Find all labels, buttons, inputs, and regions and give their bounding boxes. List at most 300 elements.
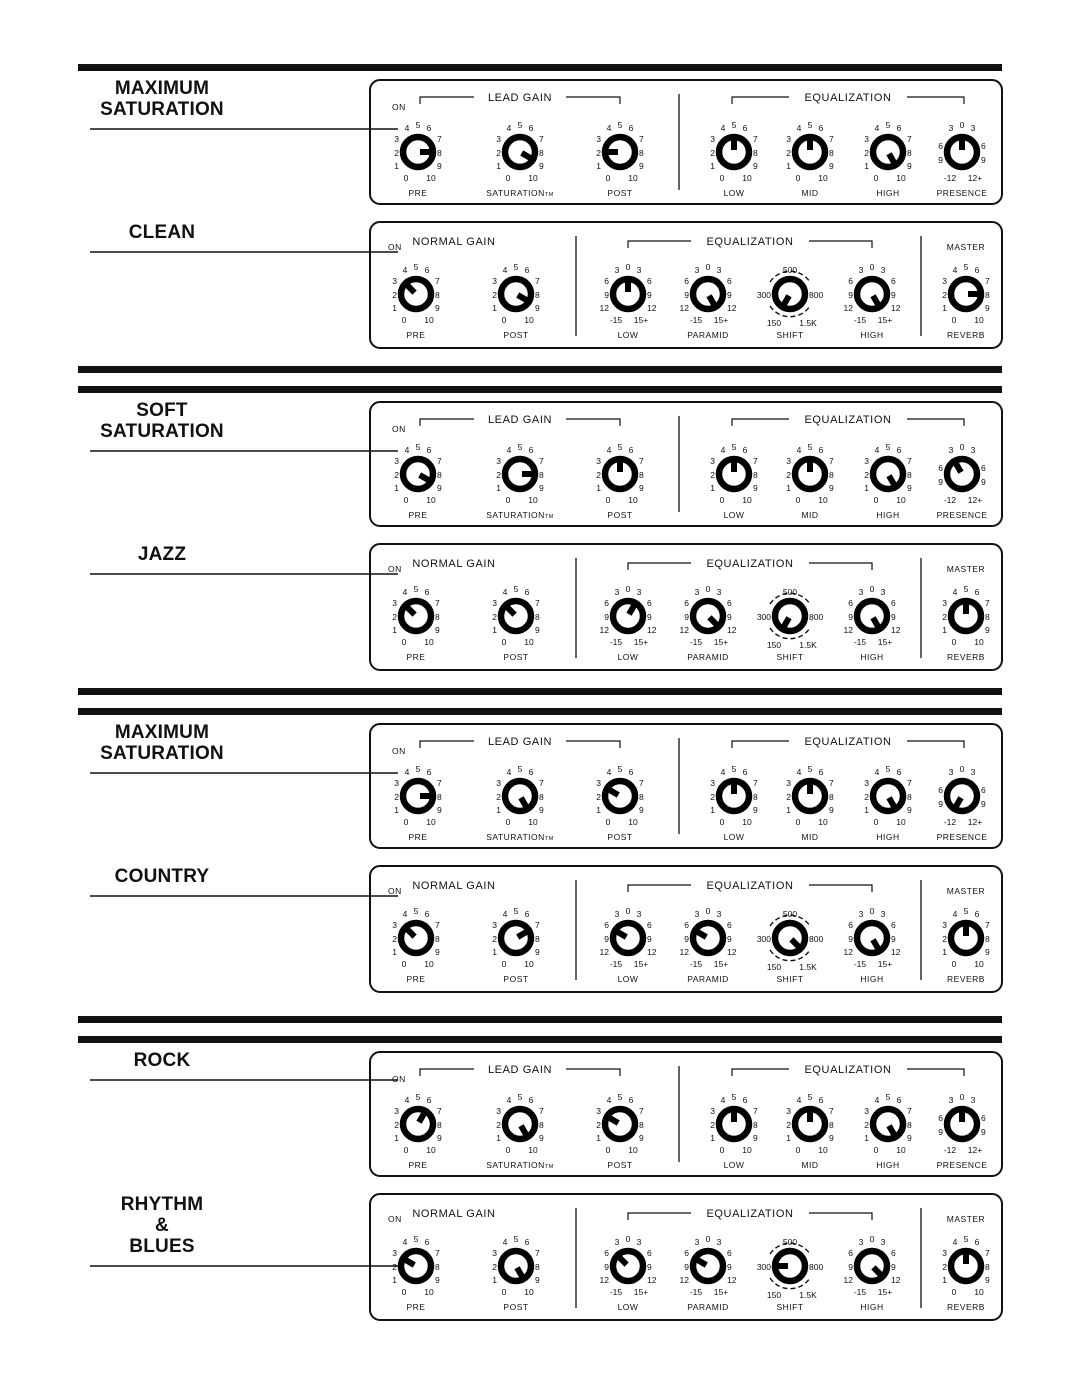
scale-tick-label: 0	[873, 1145, 879, 1155]
scale-tick-label: 5	[517, 764, 523, 774]
scale-tick-label: 10	[528, 173, 538, 183]
scale-tick-label: 5	[517, 120, 523, 130]
reverb-knob[interactable]	[951, 1248, 981, 1281]
scale-tick-label: 6	[524, 587, 530, 597]
scale-tick-label: -15	[689, 1287, 703, 1297]
pre-label: PRE	[408, 510, 428, 520]
scale-tick-label: 3	[970, 445, 976, 455]
scale-tick-label: 3	[880, 587, 886, 597]
knob-ring	[613, 923, 643, 953]
knob-ring	[501, 923, 531, 953]
trademark-suffix: TM	[544, 1164, 554, 1170]
scale-tick-label: 8	[535, 1262, 540, 1272]
post-label: POST	[607, 510, 633, 520]
scale-tick-label: 0	[705, 1234, 711, 1244]
scale-tick-label: 12	[727, 947, 737, 957]
low-label: LOW	[723, 510, 745, 520]
scale-tick-label: 6	[727, 276, 732, 286]
paramid-knob[interactable]	[693, 279, 723, 310]
lead-gain-header: LEAD GAIN	[487, 1064, 553, 1076]
scale-tick-label: 9	[907, 483, 912, 493]
scale-tick-label: 2	[492, 934, 497, 944]
pre-knob[interactable]	[401, 601, 431, 631]
high-label: HIGH	[860, 330, 884, 340]
scale-tick-label: 12+	[967, 173, 983, 183]
scale-tick-label: 1	[392, 303, 397, 313]
scale-tick-label: 3	[786, 456, 791, 466]
scale-tick-label: 4	[502, 265, 508, 275]
header-bracket	[809, 1213, 872, 1220]
scale-tick-label: 9	[891, 934, 896, 944]
scale-tick-label: 3	[716, 1237, 722, 1247]
scale-tick-label: 9	[647, 290, 652, 300]
knob-ring	[693, 923, 723, 953]
high-label: HIGH	[876, 188, 900, 198]
scale-tick-label: 1	[492, 625, 497, 635]
scale-tick-label: 0	[501, 315, 507, 325]
low-knob[interactable]	[613, 600, 643, 631]
scale-tick-label: 9	[753, 1133, 758, 1143]
knob-ring	[775, 601, 805, 631]
scale-tick-label: 10	[426, 1145, 436, 1155]
scale-tick-label: 3	[636, 909, 642, 919]
master-header: MASTER	[946, 242, 986, 252]
low-label: LOW	[617, 330, 639, 340]
paramid-knob[interactable]	[693, 601, 723, 631]
scale-tick-label: 7	[829, 778, 834, 788]
scale-tick-label: 6	[628, 767, 634, 777]
knob-ring	[873, 459, 903, 489]
pre-knob[interactable]	[403, 137, 436, 167]
mid-label: MID	[801, 1160, 819, 1170]
scale-tick-label: 3	[710, 778, 715, 788]
scale-tick-label: 1	[496, 805, 501, 815]
low-label: LOW	[723, 188, 745, 198]
normal-gain-header: NORMAL GAIN	[412, 1208, 496, 1220]
scale-tick-label: 8	[435, 290, 440, 300]
reverb-knob[interactable]	[951, 920, 981, 953]
scale-tick-label: 5	[415, 1092, 421, 1102]
scale-tick-label: 9	[535, 947, 540, 957]
scale-tick-label: 10	[628, 1145, 638, 1155]
scale-tick-label: 3	[596, 134, 601, 144]
scale-tick-label: 3	[392, 920, 397, 930]
header-bracket	[420, 1069, 474, 1076]
scale-tick-label: 9	[435, 303, 440, 313]
knob-ring	[857, 279, 887, 309]
scale-tick-label: 5	[513, 262, 519, 272]
scale-tick-label: 5	[963, 1234, 969, 1244]
shift-label: SHIFT	[776, 652, 804, 662]
scale-tick-label: 8	[435, 612, 440, 622]
scale-tick-label: 0	[625, 1234, 631, 1244]
scale-tick-label: 6	[524, 265, 530, 275]
scale-tick-label: 7	[985, 598, 990, 608]
scale-tick-label: 0	[719, 817, 725, 827]
scale-tick-label: 12	[679, 303, 689, 313]
on-label: ON	[388, 886, 402, 896]
scale-tick-label: 9	[981, 477, 986, 487]
presence-knob[interactable]	[947, 134, 977, 167]
scale-tick-label: 0	[705, 906, 711, 916]
scale-tick-label: 7	[829, 134, 834, 144]
reverb-knob[interactable]	[951, 279, 984, 309]
scale-tick-label: 9	[938, 799, 943, 809]
presence-label: PRESENCE	[936, 1160, 988, 1170]
low-knob[interactable]	[613, 1251, 643, 1281]
scale-tick-label: 5	[617, 120, 623, 130]
scale-tick-label: 1.5K	[799, 1290, 817, 1300]
pre-knob[interactable]	[403, 1108, 433, 1139]
low-knob[interactable]	[612, 923, 643, 953]
scale-tick-label: 10	[974, 637, 984, 647]
post-knob[interactable]	[605, 456, 635, 489]
low-knob[interactable]	[719, 1106, 749, 1139]
scale-tick-label: 5	[807, 120, 813, 130]
scale-tick-label: 6	[628, 445, 634, 455]
setting-title: SOFT	[136, 400, 188, 421]
shift-label: SHIFT	[776, 330, 804, 340]
scale-tick-label: 5	[517, 1092, 523, 1102]
pre-knob[interactable]	[400, 1251, 431, 1281]
scale-tick-label: 2	[392, 1262, 397, 1272]
low-label: LOW	[617, 1302, 639, 1312]
scale-tick-label: 800	[809, 290, 824, 300]
scale-tick-label: 12	[727, 303, 737, 313]
scale-tick-label: 15+	[633, 1287, 649, 1297]
post-knob[interactable]	[501, 279, 532, 309]
scale-tick-label: 3	[942, 598, 947, 608]
scale-tick-label: 1.5K	[799, 318, 817, 328]
scale-tick-label: 9	[727, 290, 732, 300]
presence-label: PRESENCE	[936, 832, 988, 842]
scale-tick-label: 7	[753, 778, 758, 788]
scale-tick-label: 8	[535, 934, 540, 944]
scale-tick-label: 4	[404, 445, 410, 455]
scale-tick-label: 1	[786, 161, 791, 171]
scale-tick-label: 9	[539, 161, 544, 171]
scale-tick-label: 10	[628, 495, 638, 505]
high-label: HIGH	[860, 652, 884, 662]
header-bracket	[907, 419, 964, 426]
setting-title: SATURATION	[100, 421, 224, 442]
header-bracket	[907, 1069, 964, 1076]
pre-knob[interactable]	[401, 923, 431, 953]
mid-knob[interactable]	[795, 134, 825, 167]
scale-tick-label: 8	[435, 1262, 440, 1272]
mid-knob[interactable]	[795, 1106, 825, 1139]
scale-tick-label: 1	[864, 805, 869, 815]
lead-gain-header: LEAD GAIN	[487, 92, 553, 104]
scale-tick-label: 0	[505, 1145, 511, 1155]
header-bracket	[732, 97, 789, 104]
scale-tick-label: 0	[501, 637, 507, 647]
scale-tick-label: 12	[727, 1275, 737, 1285]
equalization-header: EQUALIZATION	[706, 236, 794, 248]
high-knob[interactable]	[873, 459, 903, 490]
scale-tick-label: 3	[496, 778, 501, 788]
shift-label: SHIFT	[776, 974, 804, 984]
header-bracket	[566, 1069, 620, 1076]
presence-knob[interactable]	[947, 781, 977, 812]
scale-tick-label: 6	[981, 1113, 986, 1123]
scale-tick-label: 5	[963, 584, 969, 594]
post-label: POST	[607, 1160, 633, 1170]
high-knob[interactable]	[857, 601, 887, 632]
scale-tick-label: 8	[639, 148, 644, 158]
high-knob[interactable]	[857, 1251, 887, 1281]
saturation-knob[interactable]	[505, 781, 535, 812]
scale-tick-label: 3	[596, 778, 601, 788]
trademark-suffix: TM	[544, 192, 554, 198]
scale-tick-label: 12+	[967, 1145, 983, 1155]
scale-tick-label: 3	[614, 265, 620, 275]
scale-tick-label: 1	[492, 303, 497, 313]
scale-tick-label: 2	[942, 934, 947, 944]
high-knob[interactable]	[873, 1109, 903, 1140]
scale-tick-label: 6	[604, 598, 609, 608]
scale-tick-label: 7	[985, 1248, 990, 1258]
scale-tick-label: 1.5K	[799, 962, 817, 972]
scale-tick-label: 8	[539, 148, 544, 158]
scale-tick-label: 9	[647, 1262, 652, 1272]
scale-tick-label: 6	[604, 920, 609, 930]
scale-tick-label: 12	[599, 303, 609, 313]
paramid-knob[interactable]	[692, 923, 723, 953]
low-label: LOW	[617, 652, 639, 662]
presence-knob[interactable]	[947, 458, 977, 489]
shift-knob[interactable]	[775, 279, 805, 310]
saturation-knob[interactable]	[505, 137, 536, 167]
scale-tick-label: 5	[617, 764, 623, 774]
scale-tick-label: 4	[506, 767, 512, 777]
high-knob[interactable]	[857, 923, 887, 954]
scale-tick-label: -15	[689, 959, 703, 969]
shift-knob[interactable]	[775, 601, 805, 632]
normal-gain-header: NORMAL GAIN	[412, 880, 496, 892]
scale-tick-label: 3	[394, 456, 399, 466]
scale-tick-label: 5	[807, 1092, 813, 1102]
scale-tick-label: 12	[647, 625, 657, 635]
header-bracket	[628, 563, 691, 570]
setting-title: &	[155, 1215, 169, 1236]
pre-knob[interactable]	[401, 279, 431, 309]
paramid-knob[interactable]	[692, 1251, 723, 1281]
scale-tick-label: 10	[818, 173, 828, 183]
scale-tick-label: 7	[535, 598, 540, 608]
scale-tick-label: 0	[705, 262, 711, 272]
scale-tick-label: 2	[786, 148, 791, 158]
scale-tick-label: 8	[753, 792, 758, 802]
on-label: ON	[388, 242, 402, 252]
shift-knob[interactable]	[772, 1251, 805, 1281]
scale-tick-label: 2	[942, 612, 947, 622]
post-knob[interactable]	[604, 781, 635, 811]
scale-tick-label: 10	[524, 637, 534, 647]
scale-tick-label: 3	[948, 445, 954, 455]
scale-tick-label: 2	[596, 1120, 601, 1130]
scale-tick-label: 1	[942, 1275, 947, 1285]
scale-tick-label: 3	[942, 1248, 947, 1258]
scale-tick-label: 1	[942, 625, 947, 635]
mid-label: MID	[801, 510, 819, 520]
scale-tick-label: 6	[528, 123, 534, 133]
scale-tick-label: 7	[437, 778, 442, 788]
scale-tick-label: 8	[435, 934, 440, 944]
scale-tick-label: 2	[864, 148, 869, 158]
scale-tick-label: 9	[981, 1127, 986, 1137]
scale-tick-label: 8	[753, 148, 758, 158]
saturation-knob[interactable]	[505, 1109, 535, 1140]
header-bracket	[732, 419, 789, 426]
post-knob[interactable]	[501, 601, 531, 631]
scale-tick-label: 2	[710, 792, 715, 802]
scale-tick-label: 7	[985, 276, 990, 286]
scale-tick-label: 10	[818, 817, 828, 827]
scale-tick-label: 10	[424, 1287, 434, 1297]
scale-tick-label: 10	[424, 315, 434, 325]
saturation-label: SATURATIONTM	[486, 188, 554, 198]
scale-tick-label: 7	[539, 134, 544, 144]
scale-tick-label: 4	[506, 123, 512, 133]
scale-tick-label: 6	[684, 920, 689, 930]
low-knob[interactable]	[613, 276, 643, 309]
scale-tick-label: 12	[727, 625, 737, 635]
scale-tick-label: 10	[974, 959, 984, 969]
setting-title: JAZZ	[137, 544, 187, 565]
scale-tick-label: 0	[795, 1145, 801, 1155]
reverb-label: REVERB	[947, 652, 985, 662]
post-label: POST	[607, 832, 633, 842]
shift-knob[interactable]	[775, 923, 805, 953]
scale-tick-label: 7	[985, 920, 990, 930]
post-knob[interactable]	[602, 137, 635, 167]
low-knob[interactable]	[719, 778, 749, 811]
scale-tick-label: 4	[874, 123, 880, 133]
scale-tick-label: 2	[496, 1120, 501, 1130]
post-knob[interactable]	[501, 923, 532, 953]
scale-tick-label: 2	[596, 470, 601, 480]
scale-tick-label: 3	[864, 456, 869, 466]
high-knob[interactable]	[873, 137, 903, 168]
scale-tick-label: 4	[404, 767, 410, 777]
scale-tick-label: 4	[402, 265, 408, 275]
scale-tick-label: 3	[694, 909, 700, 919]
mid-knob[interactable]	[795, 456, 825, 489]
scale-tick-label: 2	[496, 792, 501, 802]
high-label: HIGH	[876, 510, 900, 520]
reverb-knob[interactable]	[951, 598, 981, 631]
pre-knob[interactable]	[403, 459, 434, 489]
scale-tick-label: -15	[609, 959, 623, 969]
scale-tick-label: 7	[639, 456, 644, 466]
scale-tick-label: 8	[539, 470, 544, 480]
scale-tick-label: 0	[959, 442, 965, 452]
scale-tick-label: 1	[392, 947, 397, 957]
scale-tick-label: 7	[639, 778, 644, 788]
scale-tick-label: 3	[710, 134, 715, 144]
scale-tick-label: 0	[403, 173, 409, 183]
presence-knob[interactable]	[947, 1106, 977, 1139]
scale-tick-label: 1	[942, 303, 947, 313]
scale-tick-label: 4	[874, 1095, 880, 1105]
scale-tick-label: 15+	[713, 1287, 729, 1297]
scale-tick-label: 3	[716, 587, 722, 597]
header-bracket	[420, 419, 474, 426]
knob-ring	[947, 781, 977, 811]
mid-knob[interactable]	[795, 778, 825, 811]
scale-tick-label: 10	[628, 817, 638, 827]
normal-channel-panel	[370, 866, 1002, 992]
scale-tick-label: 6	[424, 1237, 430, 1247]
scale-tick-label: 12	[891, 1275, 901, 1285]
pre-label: PRE	[406, 652, 426, 662]
scale-tick-label: 9	[891, 1262, 896, 1272]
scale-tick-label: 0	[505, 173, 511, 183]
saturation-label: SATURATIONTM	[486, 832, 554, 842]
scale-tick-label: 7	[437, 1106, 442, 1116]
saturation-knob[interactable]	[505, 459, 538, 489]
post-label: POST	[503, 974, 529, 984]
scale-tick-label: 1	[496, 483, 501, 493]
scale-tick-label: 15+	[877, 315, 893, 325]
reverb-label: REVERB	[947, 1302, 985, 1312]
scale-tick-label: 150	[766, 640, 782, 650]
header-bracket	[420, 741, 474, 748]
scale-tick-label: 7	[539, 1106, 544, 1116]
scale-tick-label: 6	[424, 587, 430, 597]
scale-tick-label: 9	[938, 1127, 943, 1137]
scale-tick-label: 10	[426, 495, 436, 505]
lead-channel-panel	[370, 1052, 1002, 1176]
high-knob[interactable]	[873, 781, 903, 812]
low-knob[interactable]	[719, 456, 749, 489]
scale-tick-label: 5	[731, 1092, 737, 1102]
scale-tick-label: 6	[896, 445, 902, 455]
setting-row	[90, 866, 1002, 992]
setting-title: ROCK	[133, 1050, 191, 1071]
scale-tick-label: 3	[970, 123, 976, 133]
scale-tick-label: 4	[720, 445, 726, 455]
setting-title: SATURATION	[100, 743, 224, 764]
scale-tick-label: 7	[829, 1106, 834, 1116]
scale-tick-label: 12	[891, 303, 901, 313]
scale-tick-label: 9	[907, 805, 912, 815]
scale-tick-label: 300	[756, 1262, 771, 1272]
low-knob[interactable]	[719, 134, 749, 167]
scale-tick-label: 3	[880, 1237, 886, 1247]
pre-knob[interactable]	[403, 781, 436, 811]
scale-tick-label: 6	[628, 1095, 634, 1105]
scale-tick-label: 10	[742, 1145, 752, 1155]
scale-tick-label: 9	[727, 934, 732, 944]
scale-tick-label: 4	[796, 767, 802, 777]
post-knob[interactable]	[501, 1251, 531, 1282]
scale-tick-label: 800	[809, 612, 824, 622]
high-knob[interactable]	[857, 279, 887, 310]
post-knob[interactable]	[604, 1109, 635, 1139]
scale-tick-label: 10	[426, 817, 436, 827]
scale-tick-label: 6	[727, 598, 732, 608]
scale-tick-label: 9	[829, 483, 834, 493]
scale-tick-label: -12	[943, 817, 957, 827]
scale-tick-label: 12	[891, 947, 901, 957]
knob-ring	[693, 279, 723, 309]
scale-tick-label: 8	[829, 148, 834, 158]
scale-tick-label: 7	[907, 134, 912, 144]
scale-tick-label: 0	[873, 173, 879, 183]
divider-bar-upper	[78, 688, 1002, 695]
